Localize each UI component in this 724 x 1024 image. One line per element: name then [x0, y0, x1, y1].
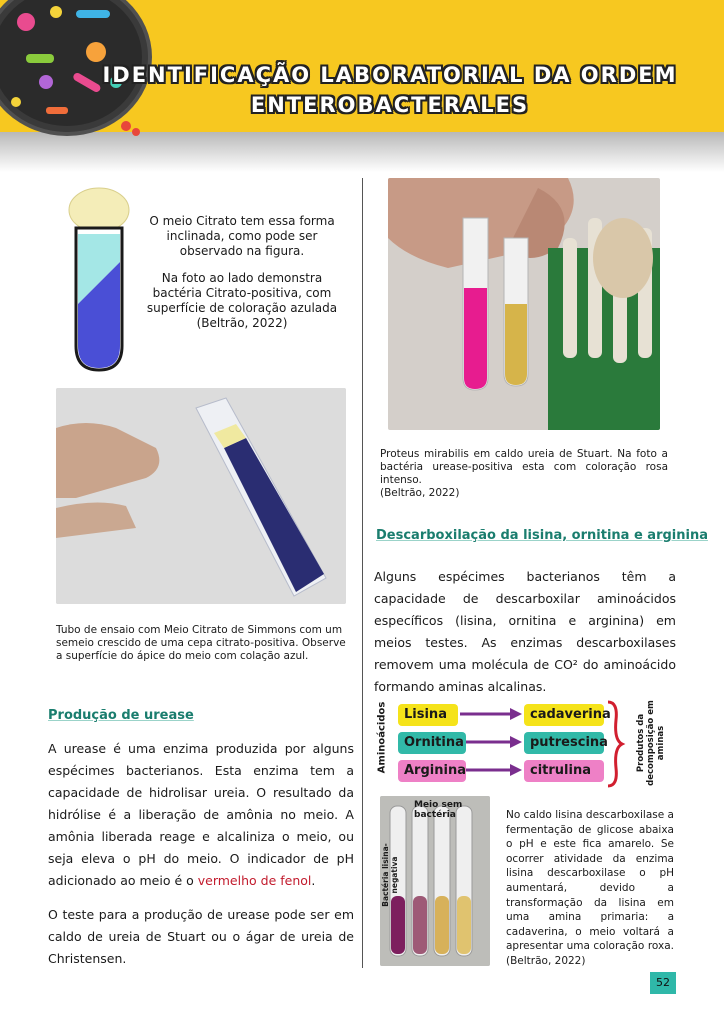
citrate-note-line2: Na foto ao lado demonstra bactéria Citrato-positiva, com superfície de coloração azulada (Beltrão, 2022): [146, 271, 338, 330]
header-shadow: [0, 132, 724, 172]
urease-paragraph-2: O teste para a produção de urease pode ser em caldo de ureia de Stuart ou o ágar de ureia de Christensen.: [48, 907, 354, 966]
proteus-caption: [380, 448, 668, 500]
aminoacid-arginina: Arginina: [398, 760, 466, 782]
column-divider: [362, 178, 363, 968]
urease-para1-highlight: vermelho de fenol: [197, 873, 312, 888]
urease-paragraph-1: [48, 738, 354, 892]
title-line-2: ENTEROBACTERALES: [250, 93, 530, 117]
citrate-tube-photo: [56, 388, 346, 604]
amine-putrescina: putrescina: [524, 732, 604, 754]
urease-para1-end: .: [311, 873, 316, 888]
proteus-caption-ref: (Beltrão, 2022): [380, 487, 460, 499]
title-line-1: IDENTIFICAÇÃO LABORATORIAL DA ORDEM: [102, 63, 678, 87]
proteus-urea-photo: [388, 178, 660, 430]
tubes-label-top: Meio sem bactéria: [414, 800, 463, 820]
colony-dots-icon: [118, 118, 142, 138]
citrate-tube-illustration: [66, 186, 136, 376]
conversion-arrows-icon: [456, 704, 528, 784]
products-label: Produtos da decomposição em aminas: [636, 700, 666, 786]
lysine-tubes-photo: [380, 796, 490, 966]
lysine-note: No caldo lisina descarboxilase a fermentação de glicose abaixa o pH e este fica amarelo. Se ocorrer atividade da enzima lisina descarboxilase o pH aumentará, devido a transformação da lisina em uma amina primaria: a cadaverina, o meio voltará a apresentar uma coloração roxa. (Beltrão, 2022): [506, 809, 674, 967]
amine-citrulina: citrulina: [524, 760, 604, 782]
proteus-caption-text: Proteus mirabilis em caldo ureia de Stuart. Na foto a bactéria urease-positiva esta com coloração rosa intenso.: [380, 448, 668, 486]
page-number: 52: [650, 972, 676, 994]
citrate-note-line1: O meio Citrato tem essa forma inclinada, como pode ser observado na figura.: [149, 214, 335, 258]
amine-cadaverina: cadaverina: [524, 704, 604, 726]
decarboxylation-paragraph: Alguns espécimes bacterianos têm a capacidade de descarboxilar aminoácidos específicos (lisina, ornitina e arginina) em meios testes. As enzimas descarboxilases removem uma molécula de CO² do aminoácido formando aminas alcalinas.: [374, 569, 676, 694]
products-side-label: [626, 700, 676, 788]
aminoacids-side-label: [362, 702, 402, 786]
red-brace-icon: [604, 700, 626, 788]
citrate-note: [144, 214, 340, 331]
citrate-photo-caption: Tubo de ensaio com Meio Citrato de Simmons com um semeio crescido de uma cepa citrato-positiva. Observe a superfície do ápice do meio com colação azul.: [56, 624, 346, 662]
urease-section-title: Produção de urease: [48, 708, 194, 723]
aminoacid-lisina: Lisina: [398, 704, 458, 726]
page-title: [100, 60, 680, 120]
aminoacid-ornitina: Ornitina: [398, 732, 466, 754]
aminoacids-label: Aminoácidos: [376, 701, 388, 774]
decarboxylation-section-title: Descarboxilação da lisina, ornitina e arginina: [376, 528, 708, 543]
urease-para1-text: A urease é uma enzima produzida por alguns espécimes bacterianos. Esta enzima tem a capacidade de hidrolisar ureia. O resultado da hidrólise é a liberação de amônia no meio. A amônia liberada reage e alcaliniza o meio, ou seja eleva o pH do meio. O indicador de pH adicionado ao meio é o: [48, 741, 354, 888]
tubes-label-side: Bactéria lisina-negativa: [381, 843, 399, 907]
